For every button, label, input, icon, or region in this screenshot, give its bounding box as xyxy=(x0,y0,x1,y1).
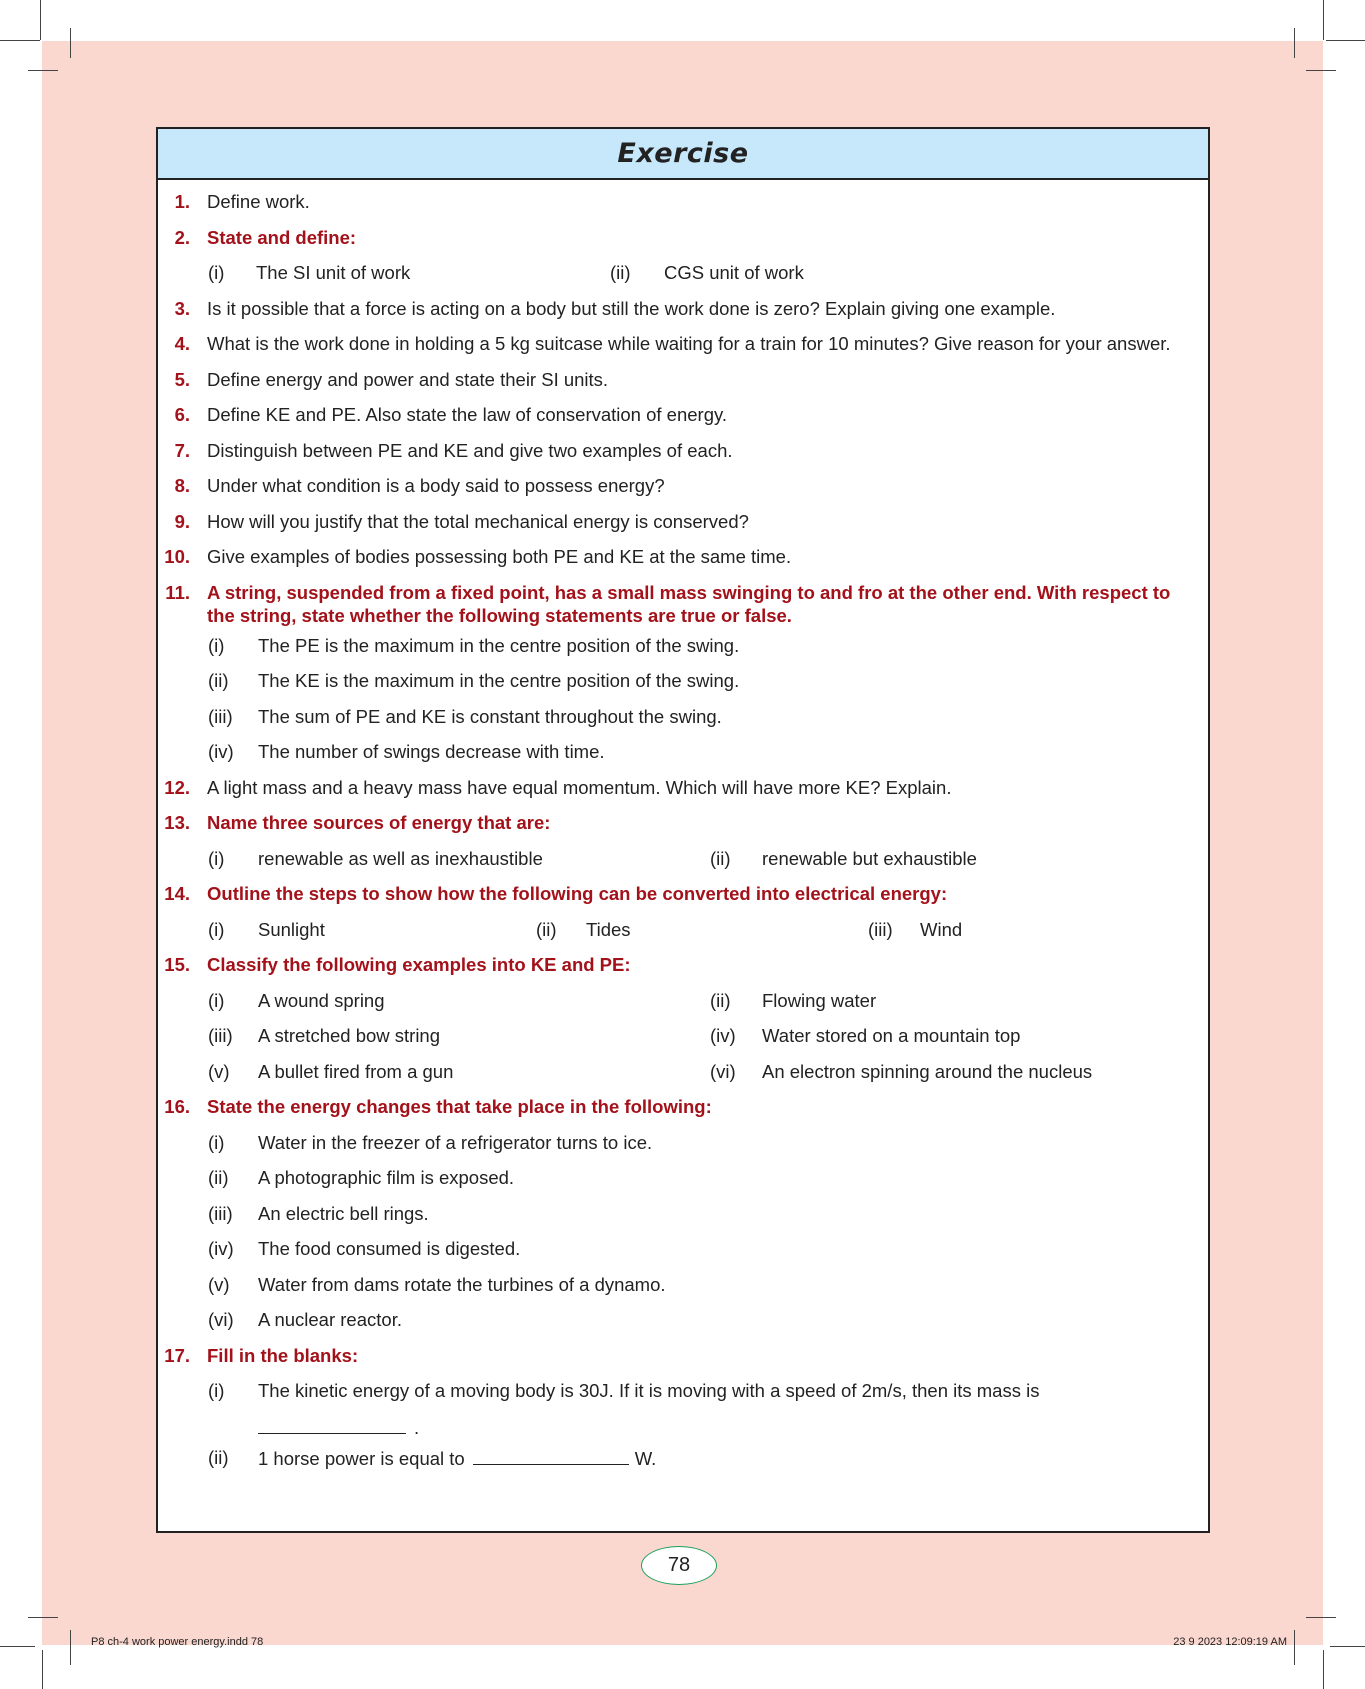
sub-question-text xyxy=(256,261,410,285)
question-text: A light mass and a heavy mass have equal momentum. Which will have more KE? Explain. xyxy=(207,776,952,798)
question-text: State and define: xyxy=(207,226,357,248)
question-text: Is it possible that a force is acting on a body but still the work done is zero? Explain giving one example. xyxy=(207,297,1056,319)
sub-question-label: A nuclear reactor. xyxy=(258,1309,402,1331)
sub-question-numeral: (iii) xyxy=(208,1202,233,1224)
question-number: 8. xyxy=(174,475,190,496)
question-number: 1. xyxy=(174,191,190,212)
sub-question-row xyxy=(158,1440,1208,1476)
sub-question-label: 1 horse power is equal to xyxy=(258,1447,465,1469)
question-number: 11. xyxy=(165,581,190,603)
question-item xyxy=(158,468,1208,504)
crop-mark xyxy=(1323,1650,1324,1689)
sub-question-text xyxy=(258,1202,1208,1226)
sub-question-numeral: (ii) xyxy=(536,918,557,940)
question-item xyxy=(158,397,1208,433)
sub-question-label: The kinetic energy of a moving body is 30J. If it is moving with a speed of 2m/s, then its mass is xyxy=(258,1380,1040,1402)
sub-question-text xyxy=(258,1131,1208,1155)
sub-question-text xyxy=(258,1237,1208,1261)
sub-question-numeral: (ii) xyxy=(710,847,731,869)
sub-question-label: Flowing water xyxy=(762,989,877,1011)
sub-question-label: Water from dams rotate the turbines of a dynamo. xyxy=(258,1273,666,1295)
sub-question-numeral: (i) xyxy=(208,634,225,656)
question-number: 16. xyxy=(164,1096,190,1118)
sub-question-text xyxy=(258,1379,1208,1439)
question-item xyxy=(158,504,1208,540)
sub-question-text xyxy=(762,1060,1092,1084)
sub-question-numeral: (iv) xyxy=(710,1025,736,1047)
crop-mark xyxy=(42,1650,43,1689)
question-text: How will you justify that the total mechanical energy is conserved? xyxy=(207,510,749,532)
sub-question-numeral: (iii) xyxy=(868,918,893,940)
sub-question-row xyxy=(158,1267,1208,1303)
question-text: What is the work done in holding a 5 kg suitcase while waiting for a train for 10 minutes? Give reason for your answer. xyxy=(207,333,1171,354)
sub-question-text xyxy=(258,669,1208,693)
crop-mark xyxy=(70,1630,71,1665)
sub-question-text xyxy=(664,261,804,285)
crop-mark xyxy=(1326,40,1365,41)
blank-suffix: W. xyxy=(634,1447,657,1469)
question-list xyxy=(158,180,1208,1475)
question-text: Classify the following examples into KE and PE: xyxy=(207,954,631,976)
sub-question-row xyxy=(158,1231,1208,1267)
question-item xyxy=(158,575,1208,628)
question-item xyxy=(158,362,1208,398)
question-number: 12. xyxy=(164,776,190,798)
sub-question-numeral: (iii) xyxy=(208,705,233,727)
question-text: Outline the steps to show how the following can be converted into electrical energy: xyxy=(207,883,948,905)
sub-question-text xyxy=(762,989,876,1013)
sub-question-row xyxy=(158,983,1208,1019)
sub-question-row xyxy=(158,1196,1208,1232)
sub-question-text xyxy=(762,1024,1020,1048)
question-text: Define work. xyxy=(207,191,310,212)
question-number: 17. xyxy=(164,1344,190,1366)
sub-question-row xyxy=(158,1160,1208,1196)
question-text: State the energy changes that take place in the following: xyxy=(207,1096,712,1118)
sub-question-row xyxy=(158,1373,1208,1439)
footer-timestamp: 23 9 2023 12:09:19 AM xyxy=(1173,1636,1287,1648)
question-item xyxy=(158,184,1208,220)
sub-question-text xyxy=(258,634,1208,658)
question-number: 2. xyxy=(174,226,190,248)
sub-question-numeral: (iv) xyxy=(208,741,234,763)
question-number: 10. xyxy=(164,546,190,567)
sub-question-label: The SI unit of work xyxy=(256,262,411,283)
question-item xyxy=(158,1338,1208,1374)
sub-question-numeral: (vi) xyxy=(710,1060,736,1082)
sub-question-label: renewable but exhaustible xyxy=(762,847,977,869)
sub-question-text xyxy=(258,1446,1208,1471)
sub-question-row xyxy=(158,841,1208,877)
sub-question-label: The sum of PE and KE is constant throughout the swing. xyxy=(258,705,722,727)
question-number: 13. xyxy=(164,812,190,834)
sub-question-numeral: (i) xyxy=(208,1131,225,1153)
footer-file-info: P8 ch-4 work power energy.indd 78 xyxy=(91,1636,264,1648)
sub-question-row xyxy=(158,255,1208,291)
sub-question-numeral: (i) xyxy=(208,918,225,940)
sub-question-text xyxy=(258,847,543,871)
page-number: 78 xyxy=(641,1546,717,1585)
question-item xyxy=(158,876,1208,912)
sub-question-numeral: (v) xyxy=(208,1273,230,1295)
question-item xyxy=(158,805,1208,841)
sub-question-label: An electric bell rings. xyxy=(258,1202,429,1224)
sub-question-text xyxy=(258,1166,1208,1190)
sub-question-label: Wind xyxy=(920,918,963,940)
sub-question-row xyxy=(158,1125,1208,1161)
question-item xyxy=(158,291,1208,327)
fill-in-blank[interactable] xyxy=(258,1415,406,1434)
crop-mark xyxy=(1294,1630,1295,1665)
question-text: Distinguish between PE and KE and give two examples of each. xyxy=(207,439,733,461)
question-text: Fill in the blanks: xyxy=(207,1344,359,1366)
sub-question-text xyxy=(258,918,325,942)
crop-mark xyxy=(28,70,58,71)
exercise-header xyxy=(158,129,1208,180)
crop-mark xyxy=(1306,70,1336,71)
question-number: 15. xyxy=(164,954,190,976)
sub-question-row xyxy=(158,663,1208,699)
sub-question-row xyxy=(158,1054,1208,1090)
crop-mark xyxy=(1294,28,1295,58)
sub-question-text xyxy=(586,918,631,942)
question-number: 3. xyxy=(174,297,190,319)
crop-mark xyxy=(28,1617,58,1618)
sub-question-text xyxy=(258,1273,1208,1297)
sub-question-label: The food consumed is digested. xyxy=(258,1238,521,1260)
sub-question-text xyxy=(258,989,385,1013)
sub-question-label: Tides xyxy=(586,918,631,940)
question-text: Name three sources of energy that are: xyxy=(207,812,551,834)
sub-question-numeral: (v) xyxy=(208,1060,230,1082)
question-item xyxy=(158,770,1208,806)
question-item xyxy=(158,539,1208,575)
sub-question-row xyxy=(158,628,1208,664)
sub-question-numeral: (ii) xyxy=(610,262,631,283)
crop-mark xyxy=(0,40,40,41)
sub-question-label: A photographic film is exposed. xyxy=(258,1167,515,1189)
blank-suffix: . xyxy=(414,1417,420,1439)
sub-question-numeral: (iv) xyxy=(208,1238,234,1260)
sub-question-label: The KE is the maximum in the centre position of the swing. xyxy=(258,670,740,692)
crop-mark xyxy=(1306,1617,1336,1618)
sub-question-label: Water stored on a mountain top xyxy=(762,1025,1021,1047)
question-number: 5. xyxy=(174,368,190,390)
sub-question-row xyxy=(158,912,1208,948)
sub-question-label: A wound spring xyxy=(258,989,385,1011)
crop-mark xyxy=(40,0,41,40)
crop-mark xyxy=(70,28,71,58)
sub-question-numeral: (i) xyxy=(208,1380,225,1402)
sub-question-numeral: (ii) xyxy=(208,1446,229,1468)
question-item xyxy=(158,433,1208,469)
sub-question-row xyxy=(158,699,1208,735)
exercise-box xyxy=(156,127,1210,1533)
sub-question-label: The number of swings decrease with time. xyxy=(258,741,605,763)
question-item xyxy=(158,1089,1208,1125)
question-number: 4. xyxy=(174,333,190,354)
question-text: Define KE and PE. Also state the law of conservation of energy. xyxy=(207,404,728,425)
sub-question-numeral: (ii) xyxy=(208,1167,229,1189)
sub-question-label: The PE is the maximum in the centre position of the swing. xyxy=(258,634,740,656)
question-number: 14. xyxy=(164,883,190,905)
sub-question-text xyxy=(258,1308,1208,1332)
sub-question-numeral: (ii) xyxy=(208,670,229,692)
question-number: 9. xyxy=(174,510,190,532)
sub-question-row xyxy=(158,1018,1208,1054)
sub-question-numeral: (i) xyxy=(208,847,225,869)
sub-question-text xyxy=(762,847,977,871)
sub-question-numeral: (vi) xyxy=(208,1309,234,1331)
sub-question-label: renewable as well as inexhaustible xyxy=(258,847,543,869)
sub-question-label: Water in the freezer of a refrigerator turns to ice. xyxy=(258,1131,653,1153)
sub-question-row xyxy=(158,734,1208,770)
question-text: Give examples of bodies possessing both PE and KE at the same time. xyxy=(207,546,792,567)
sub-question-text xyxy=(258,740,1208,764)
question-text: Define energy and power and state their SI units. xyxy=(207,368,609,390)
sub-question-label: An electron spinning around the nucleus xyxy=(762,1060,1093,1082)
exercise-title: Exercise xyxy=(617,138,749,169)
crop-mark xyxy=(1323,0,1324,40)
sub-question-row xyxy=(158,1302,1208,1338)
sub-question-numeral: (iii) xyxy=(208,1025,233,1047)
sub-question-text xyxy=(258,705,1208,729)
crop-mark xyxy=(0,1646,35,1647)
sub-question-label: A bullet fired from a gun xyxy=(258,1060,454,1082)
question-item xyxy=(158,947,1208,983)
fill-in-blank[interactable] xyxy=(473,1446,629,1465)
crop-mark xyxy=(1330,1646,1365,1647)
sub-question-text xyxy=(258,1060,453,1084)
sub-question-label: A stretched bow string xyxy=(258,1025,441,1047)
sub-question-label: Sunlight xyxy=(258,918,325,940)
question-item xyxy=(158,326,1208,362)
question-text: Under what condition is a body said to possess energy? xyxy=(207,475,665,496)
sub-question-numeral: (i) xyxy=(208,989,225,1011)
sub-question-numeral: (i) xyxy=(208,262,225,283)
question-item xyxy=(158,220,1208,256)
sub-question-text xyxy=(920,918,962,942)
question-number: 7. xyxy=(174,439,190,461)
sub-question-text xyxy=(258,1024,440,1048)
sub-question-label: CGS unit of work xyxy=(664,262,804,283)
question-number: 6. xyxy=(174,404,190,425)
sub-question-numeral: (ii) xyxy=(710,989,731,1011)
question-text: A string, suspended from a fixed point, has a small mass swinging to and fro at the other end. With respect to the string, state whether the following statements are true or false. xyxy=(207,581,1171,627)
